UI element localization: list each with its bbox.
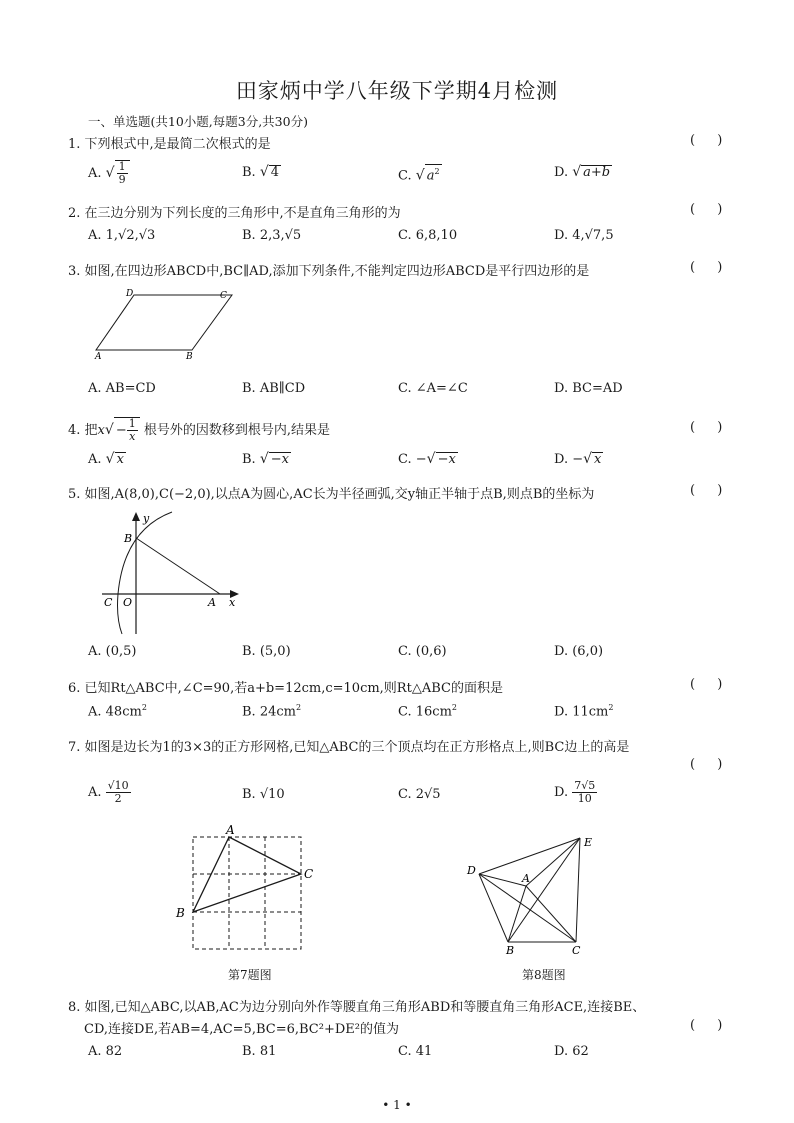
segment-ce xyxy=(576,838,580,942)
label-b: B xyxy=(506,944,515,956)
segment-ae xyxy=(526,838,580,886)
page-title: 田家炳中学八年级下学期4月检测 xyxy=(235,79,559,103)
q7-stem: 7. 如图是边长为1的3×3的正方形网格,已知△ABC的三个顶点均在正方形格点上,则BC边上的高是 xyxy=(68,740,630,755)
q2-option-b: B. 2,3,√5 xyxy=(242,228,302,243)
q6-option-d: D. $11cm^2$ xyxy=(554,703,614,720)
segment-da xyxy=(479,874,526,886)
section-heading: 一、单选题(共10小题,每题3分,共30分) xyxy=(88,114,308,129)
q3-stem: 3. 如图,在四边形ABCD中,BC∥AD,添加下列条件,不能判定四边形ABCD是平行四边形的是 xyxy=(68,264,590,279)
q8-answer-paren: ( ) xyxy=(690,1018,723,1033)
segment-de xyxy=(479,838,580,874)
q4-option-a: A. √ x xyxy=(88,451,124,467)
segment-ba xyxy=(508,886,526,942)
label-b: B xyxy=(124,532,133,545)
q7-option-c: C. 2√5 xyxy=(398,787,441,802)
label-c: C xyxy=(220,291,227,301)
q1-stem: 1. 下列根式中,是最简二次根式的是 xyxy=(68,137,271,152)
q8-option-b: B. 81 xyxy=(242,1044,277,1059)
fig7-caption: 第7题图 xyxy=(228,968,272,982)
q6-option-b: B. $24cm^2$ xyxy=(242,703,302,720)
q3-option-d: D. BC=AD xyxy=(554,381,623,396)
q2-option-c: C. 6,8,10 xyxy=(398,228,458,243)
q5-option-a: A. (0,5) xyxy=(88,644,137,659)
q4-answer-paren: ( ) xyxy=(690,420,723,435)
q5-answer-paren: ( ) xyxy=(690,483,723,498)
q5-coordinate-figure xyxy=(96,508,246,636)
q4-option-c: C. −√ −x xyxy=(398,451,456,467)
q7-option-d: D. $\frac{7√5}{10}$ xyxy=(554,779,596,805)
segment-ac xyxy=(526,886,576,942)
q2-answer-paren: ( ) xyxy=(690,202,723,217)
label-d: D xyxy=(467,864,476,877)
q5-option-d: D. (6,0) xyxy=(554,644,604,659)
label-a: A xyxy=(522,872,530,885)
q5-stem: 5. 如图,A(8,0),C(−2,0),以点A为圆心,AC长为半径画弧,交y轴正半轴于点B,则点B的坐标为 xyxy=(68,487,595,502)
y-axis-arrow-icon xyxy=(132,512,140,521)
q3-option-a: A. AB=CD xyxy=(88,381,156,396)
q7-option-a: A. $\frac{√10}{2}$ xyxy=(88,779,129,805)
q7-answer-paren: ( ) xyxy=(690,757,723,772)
label-a: A xyxy=(95,352,102,362)
q1-option-c: C. √ $a^2$ xyxy=(398,164,442,183)
label-x: x xyxy=(229,596,236,609)
q8-option-c: C. 41 xyxy=(398,1044,433,1059)
q2-option-a: A. 1,√2,√3 xyxy=(88,228,156,243)
q3-parallelogram-figure xyxy=(88,286,238,364)
label-a: A xyxy=(226,823,235,837)
segment-be xyxy=(508,838,580,942)
q1-option-a: A. √ $\frac{1}{9}$ xyxy=(88,160,130,186)
fig8-triangles-figure xyxy=(462,832,602,956)
q6-option-c: C. $16cm^2$ xyxy=(398,703,457,720)
q2-option-d: D. 4,√7,5 xyxy=(554,228,614,243)
label-c: C xyxy=(572,944,581,956)
q6-answer-paren: ( ) xyxy=(690,677,723,692)
q8-stem-line2: CD,连接DE,若AB=4,AC=5,BC=6,BC²+DE²的值为 xyxy=(84,1022,399,1037)
q4-option-b: B. √ −x xyxy=(242,451,289,467)
q1-option-b: B. √ 4 xyxy=(242,164,280,180)
fig7-grid-figure xyxy=(170,822,330,956)
label-d: D xyxy=(126,289,134,299)
label-c: C xyxy=(104,596,113,609)
label-a: A xyxy=(208,596,216,609)
label-b: B xyxy=(186,352,193,362)
segment-ab xyxy=(136,538,220,594)
q6-option-a: A. $48cm^2$ xyxy=(88,703,147,720)
q8-stem-line1: 8. 如图,已知△ABC,以AB,AC为边分别向外作等腰直角三角形ABD和等腰直角三角形ACE,连接BE、 xyxy=(68,1000,646,1015)
q3-option-c: C. ∠A=∠C xyxy=(398,381,468,396)
q4-option-d: D. −√ x xyxy=(554,451,602,467)
q5-option-c: C. (0,6) xyxy=(398,644,447,659)
label-c: C xyxy=(304,867,314,881)
arc xyxy=(118,512,173,634)
page-number: • 1 • xyxy=(382,1098,412,1112)
label-y: y xyxy=(143,512,150,525)
q2-stem: 2. 在三边分别为下列长度的三角形中,不是直角三角形的为 xyxy=(68,206,401,221)
q8-option-d: D. 62 xyxy=(554,1044,589,1059)
fig8-caption: 第8题图 xyxy=(522,968,566,982)
q3-answer-paren: ( ) xyxy=(690,260,723,275)
label-b: B xyxy=(176,906,185,920)
q7-option-b: B. √10 xyxy=(242,787,285,802)
q4-stem: 4. 把x√ − $\frac{1}{x}$ 根号外的因数移到根号内,结果是 xyxy=(68,417,330,443)
label-e: E xyxy=(584,836,593,849)
parallelogram-abcd xyxy=(96,295,232,350)
label-o: O xyxy=(123,596,133,609)
q1-option-d: D. √ a+b xyxy=(554,164,611,180)
q5-option-b: B. (5,0) xyxy=(242,644,291,659)
q8-option-a: A. 82 xyxy=(88,1044,123,1059)
q3-option-b: B. AB∥CD xyxy=(242,381,306,396)
q1-answer-paren: ( ) xyxy=(690,133,723,148)
q6-stem: 6. 已知Rt△ABC中,∠C=90,若a+b=12cm,c=10cm,则Rt△ABC的面积是 xyxy=(68,681,503,696)
